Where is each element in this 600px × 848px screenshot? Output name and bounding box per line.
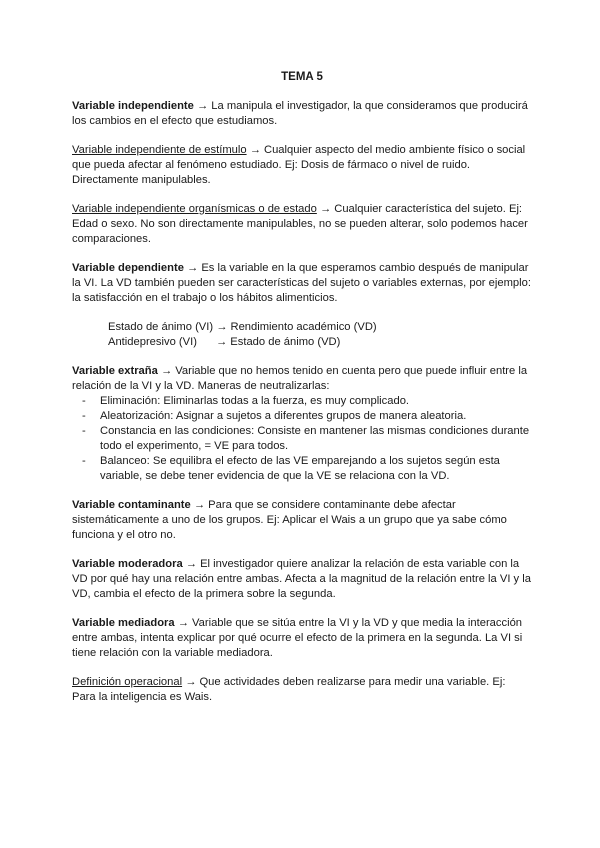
- arrow-icon: →: [185, 558, 197, 570]
- document-page: [72, 70, 532, 719]
- text-variable-extrana: Variable que no hemos tenido en cuenta pero que puede influir entre la relación de la VI y la VD. Maneras de neutralizarlas:: [72, 365, 528, 392]
- arrow-icon: →: [216, 321, 228, 333]
- arrow-icon: →: [196, 100, 209, 112]
- arrow-icon: →: [185, 676, 197, 688]
- list-item: - Eliminación: Eliminarlas todas a la fuerza, es muy complicado.: [90, 394, 532, 409]
- term-definicion-operacional: Definición operacional: [72, 676, 183, 688]
- paragraph-variable-extrana: [72, 364, 532, 394]
- text-variable-moderadora: El investigador quiere analizar la relación de esta variable con la VD por qué hay una relación entre ambas. Afecta a la magnitud de la relación entre la VI y la VD, cambia el efecto de la primera sobre la segunda.: [72, 558, 531, 600]
- paragraph-variable-moderadora: [72, 557, 532, 602]
- list-item: - Aleatorización: Asignar a sujetos a diferentes grupos de manera aleatoria.: [90, 409, 532, 424]
- text-variable-mediadora: Variable que se sitúa entre la VI y la VD y que media la interacción entre ambas, intenta explicar por qué ocurre el efecto de la primera en la segunda. La VI si tiene relación con la variable mediadora.: [72, 617, 523, 659]
- neutralization-list: [72, 394, 532, 484]
- paragraph-variable-mediadora: [72, 616, 532, 661]
- paragraph-definicion-operacional: [72, 675, 532, 705]
- term-variable-moderadora: Variable moderadora: [72, 558, 183, 570]
- arrow-icon: →: [249, 144, 261, 156]
- arrow-icon: →: [319, 203, 332, 215]
- arrow-icon: →: [193, 499, 206, 511]
- arrow-icon: →: [160, 365, 173, 377]
- example-right: Estado de ánimo (VD): [230, 336, 341, 348]
- text-vi-organismicas: Cualquier característica del sujeto. Ej: Edad o sexo. No son directamente manipulables, no se pueden alterar, solo podemos hacer comparaciones.: [72, 203, 528, 245]
- term-variable-dependiente: Variable dependiente: [72, 262, 184, 274]
- example-row: [108, 335, 532, 350]
- section-variable-extrana: [72, 364, 532, 484]
- text-variable-dependiente: Es la variable en la que esperamos cambio después de manipular la VI. La VD también pueden ser características del sujeto o variables externas, por ejemplo: la satisfacción en el trabajo o los hábitos alimenticios.: [72, 262, 531, 304]
- paragraph-variable-contaminante: [72, 498, 532, 543]
- list-item: - Constancia en las condiciones: Consiste en mantener las mismas condiciones durante todo el experimento, = VE para todos.: [90, 424, 532, 454]
- arrow-icon: →: [177, 617, 189, 629]
- paragraph-variable-dependiente: [72, 261, 532, 306]
- examples-block: [108, 320, 532, 350]
- arrow-icon: →: [216, 336, 228, 348]
- paragraph-vi-organismicas: [72, 202, 532, 247]
- term-variable-independiente: Variable independiente: [72, 100, 194, 112]
- text-variable-contaminante: Para que se considere contaminante debe afectar sistemáticamente a uno de los grupos. Ej: Aplicar el Wais a un grupo que ya sabe cómo funciona y el otro no.: [72, 499, 507, 541]
- paragraph-vi-estimulo: [72, 143, 532, 188]
- example-left: Estado de ánimo (VI): [108, 321, 214, 333]
- example-right: Rendimiento académico (VD): [230, 321, 377, 333]
- term-vi-estimulo: Variable independiente de estímulo: [72, 144, 247, 156]
- term-vi-organismicas: Variable independiente organísmicas o de estado: [72, 203, 317, 215]
- text-vi-estimulo: Cualquier aspecto del medio ambiente físico o social que pueda afectar al fenómeno estudiado. Ej: Dosis de fármaco o nivel de ruido. Directamente manipulables.: [72, 144, 526, 186]
- text-variable-independiente: La manipula el investigador, la que consideramos que producirá los cambios en el efecto que estudiamos.: [72, 100, 528, 127]
- page-title: TEMA 5: [281, 71, 323, 83]
- term-variable-mediadora: Variable mediadora: [72, 617, 175, 629]
- term-variable-extrana: Variable extraña: [72, 365, 158, 377]
- text-definicion-operacional: Que actividades deben realizarse para medir una variable. Ej: Para la inteligencia es Wais.: [72, 676, 506, 703]
- list-item: - Balanceo: Se equilibra el efecto de las VE emparejando a los sujetos según esta variable, se debe tener evidencia de que la VE se relaciona con la VD.: [90, 454, 532, 484]
- example-row: [108, 320, 532, 335]
- term-variable-contaminante: Variable contaminante: [72, 499, 191, 511]
- paragraph-variable-independiente: [72, 99, 532, 129]
- example-left: Antidepresivo (VI): [108, 336, 197, 348]
- arrow-icon: →: [187, 262, 199, 274]
